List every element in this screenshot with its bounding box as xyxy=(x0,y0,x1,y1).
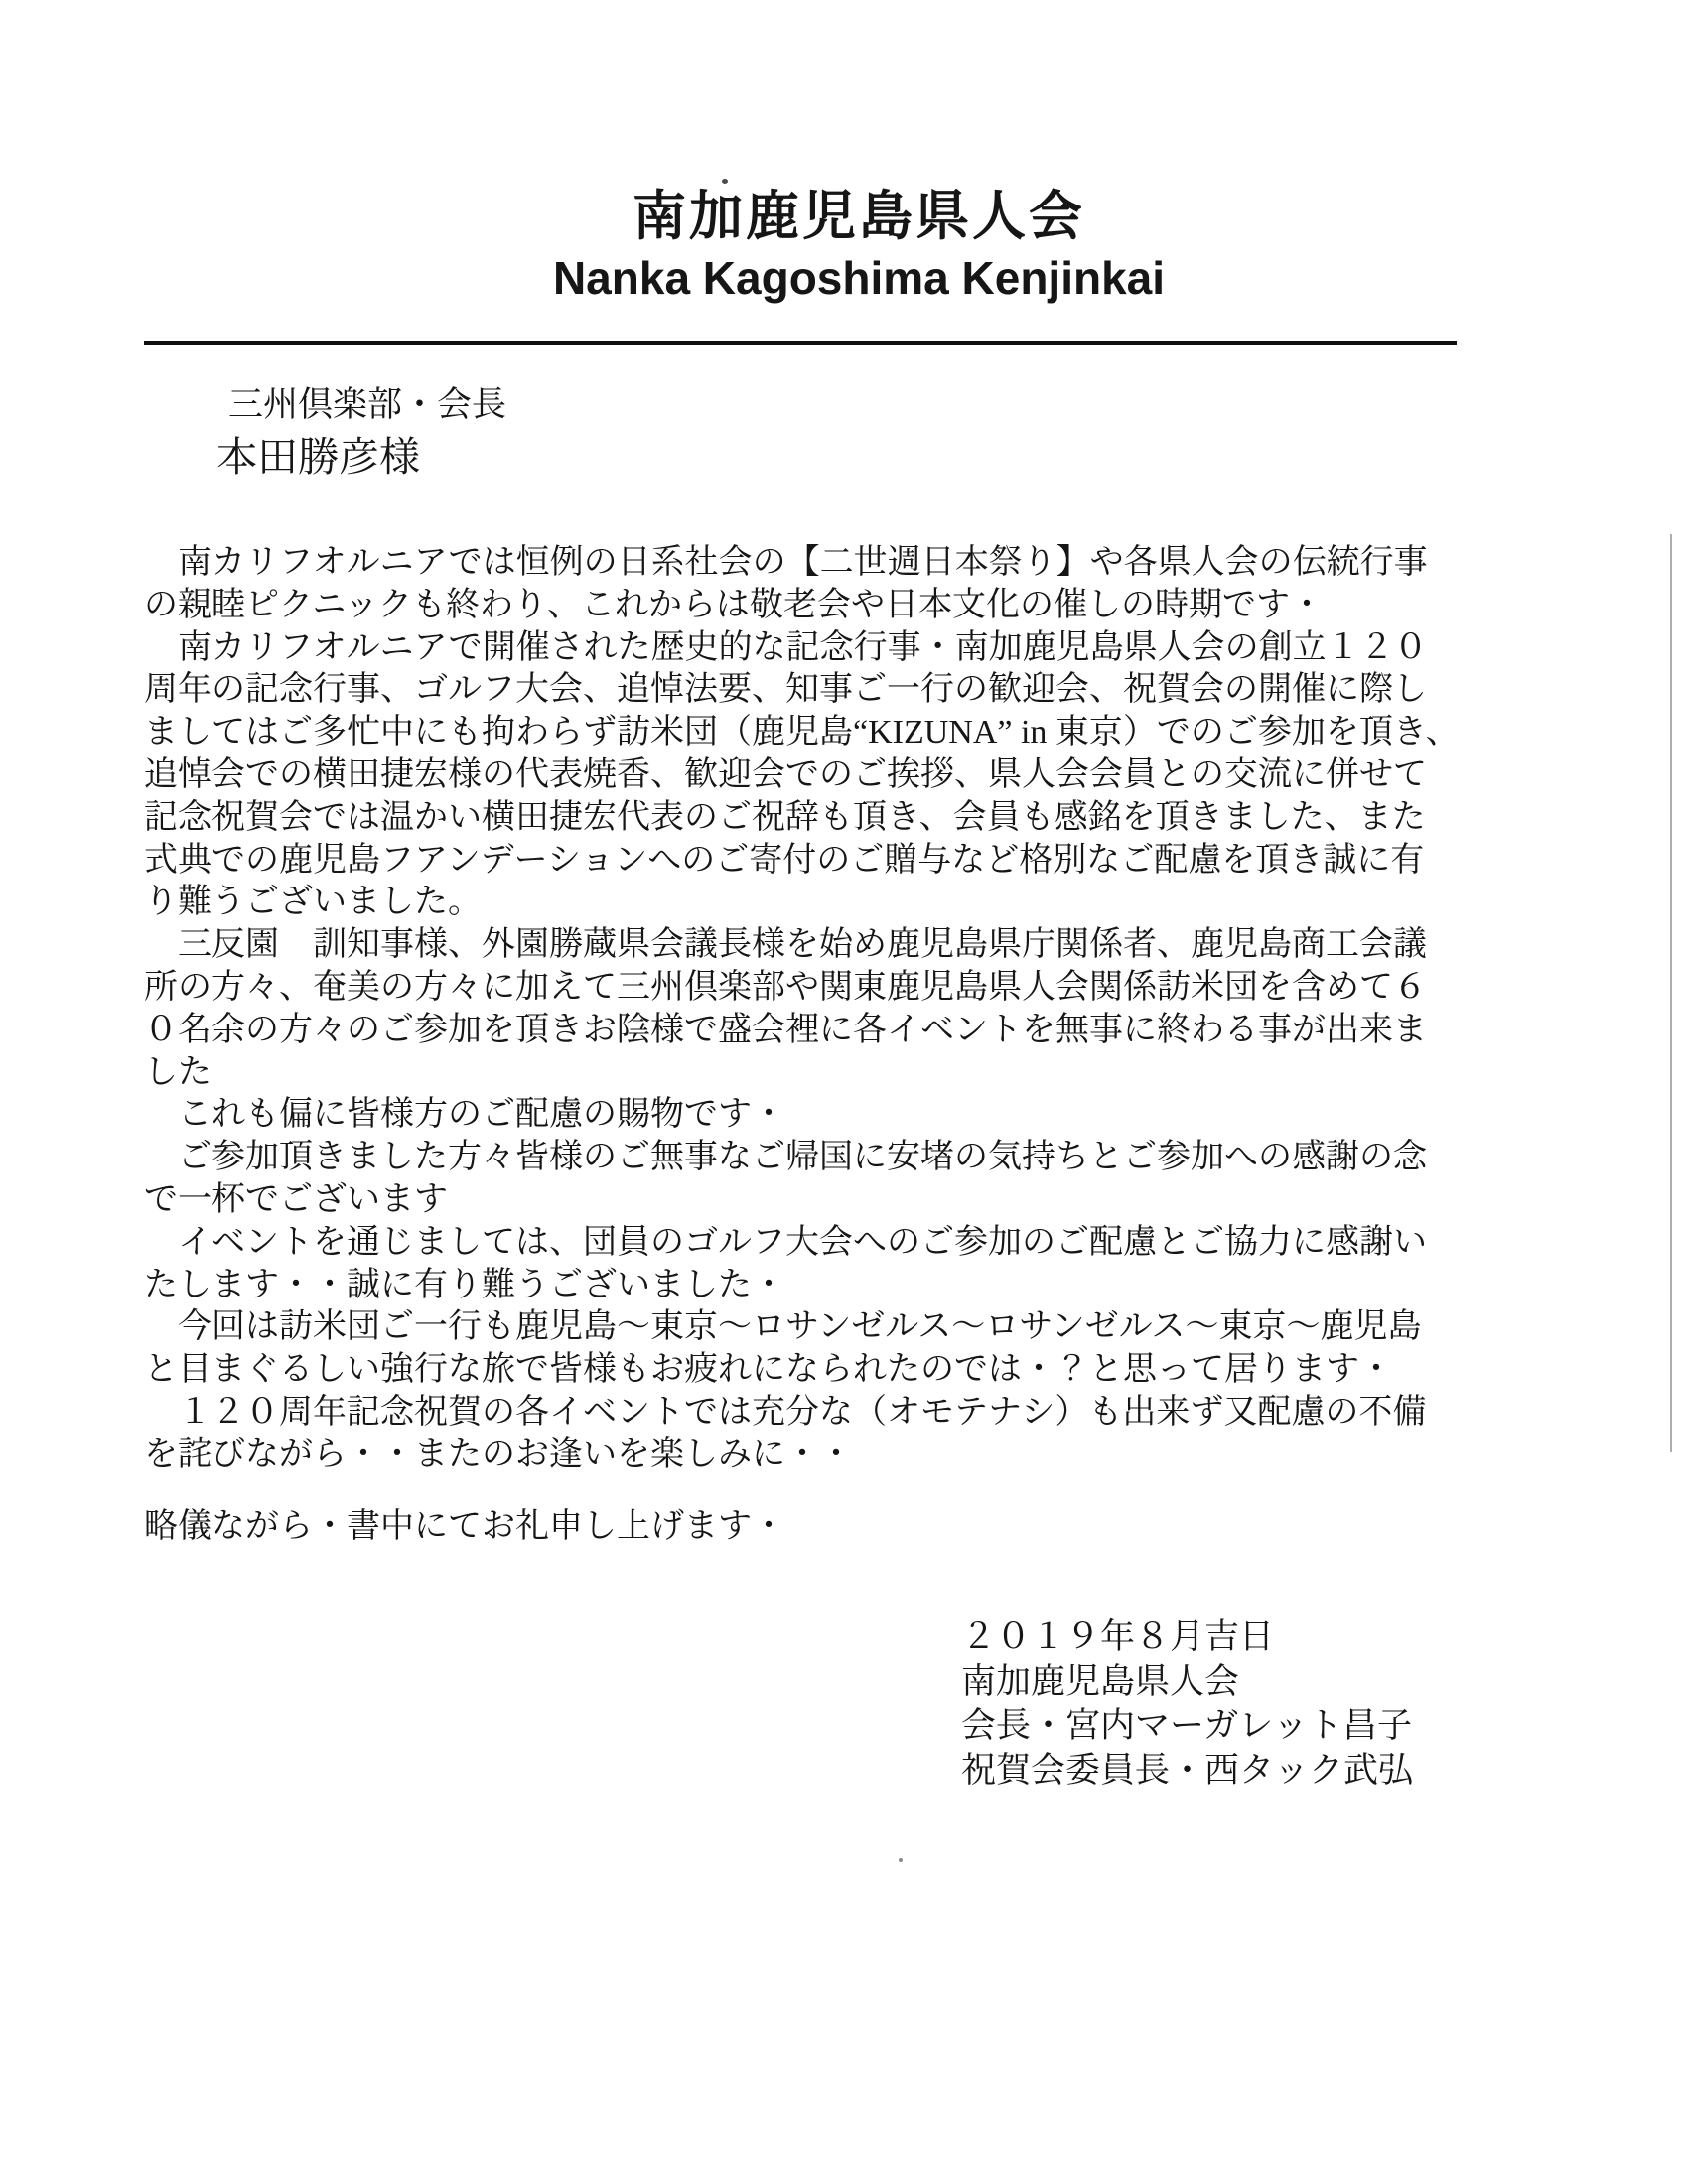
body-line: と目まぐるしい強行な旅で皆様もお疲れになられたのでは・？と思って居ります・ xyxy=(144,1351,1393,1389)
body-line: を詫びながら・・またのお逢いを楽しみに・・ xyxy=(144,1435,853,1473)
body-line: 南カリフオルニアでは恒例の日系社会の【二世週日本祭り】や各県人会の伝統行事 xyxy=(144,544,1428,581)
body-line: １２０周年記念祝賀の各イベントでは充分な（オモテナシ）も出来ず又配慮の不備 xyxy=(144,1393,1427,1431)
body-line: 南カリフオルニアで開催された歴史的な記念行事・南加鹿児島県人会の創立１２０ xyxy=(144,628,1428,666)
letterhead xyxy=(204,187,1514,304)
scan-speck-icon xyxy=(899,1858,903,1862)
signature-line: ２０１９年８月吉日 xyxy=(961,1617,1275,1656)
letterhead-divider xyxy=(144,341,1457,345)
body-line: これも偏に皆様方のご配慮の賜物です・ xyxy=(144,1096,785,1134)
body-line: 周年の記念行事、ゴルフ大会、追悼法要、知事ご一行の歓迎会、祝賀会の開催に際し xyxy=(144,671,1427,709)
body-line: り難うございました。 xyxy=(144,884,482,921)
body-line: ご参加頂きました方々皆様のご無事なご帰国に安堵の気持ちとご参加への感謝の念 xyxy=(144,1139,1427,1176)
body-line: 今回は訪米団ご一行も鹿児島～東京～ロサンゼルス～ロサンゼルス～東京～鹿児島 xyxy=(144,1308,1422,1346)
letter-body xyxy=(144,542,1475,1477)
body-line: 式典での鹿児島フアンデーションへのご寄付のご贈与など格別なご配慮を頂き誠に有 xyxy=(144,841,1425,879)
body-line: した xyxy=(144,1053,211,1091)
recipient-role: 三州倶楽部・会長 xyxy=(228,385,507,424)
body-line: の親睦ピクニックも終わり、これからは敬老会や日本文化の催しの時期です・ xyxy=(144,586,1324,623)
org-title-japanese: 南加鹿児島県人会 xyxy=(633,187,1085,246)
body-line: で一杯でございます xyxy=(144,1180,448,1218)
recipient-name: 本田勝彦様 xyxy=(216,434,420,479)
org-title-romaji: Nanka Kagoshima Kenjinkai xyxy=(552,252,1166,304)
body-line: 記念祝賀会では温かい横田捷宏代表のご祝辞も頂き、会員も感銘を頂きました、また xyxy=(144,798,1426,836)
signature-line: 南加鹿児島県人会 xyxy=(961,1662,1240,1701)
signature-block xyxy=(961,1614,1413,1793)
closing-line: 略儀ながら・書中にてお礼申し上げます・ xyxy=(144,1508,785,1545)
body-line: ０名余の方々のご参加を頂きお陰様で盛会裡に各イベントを無事に終わる事が出来ま xyxy=(144,1011,1427,1048)
signature-line: 会長・宮内マーガレット昌子 xyxy=(961,1706,1412,1745)
scan-speck-icon xyxy=(722,179,728,184)
body-line: 三反園 訓知事様、外園勝蔵県会議長様を始め鹿児島県庁関係者、鹿児島商工会議 xyxy=(144,926,1427,964)
body-line: 追悼会での横田捷宏様の代表焼香、歓迎会でのご挨拶、県人会会員との交流に併せて xyxy=(144,755,1427,793)
body-line: たします・・誠に有り難うございました・ xyxy=(144,1266,785,1303)
body-line: 所の方々、奄美の方々に加えて三州倶楽部や関東鹿児島県人会関係訪米団を含めて６ xyxy=(144,968,1427,1006)
body-line: ましてはご多忙中にも拘わらず訪米団（鹿児島“KIZUNA” in 東京）でのご参加を頂き、 xyxy=(144,714,1460,751)
body-line: イベントを通じましては、団員のゴルフ大会へのご参加のご配慮とご協力に感謝い xyxy=(144,1223,1427,1261)
signature-line: 祝賀会委員長・西タック武弘 xyxy=(961,1751,1414,1790)
scan-edge-artifact xyxy=(1670,534,1672,1452)
